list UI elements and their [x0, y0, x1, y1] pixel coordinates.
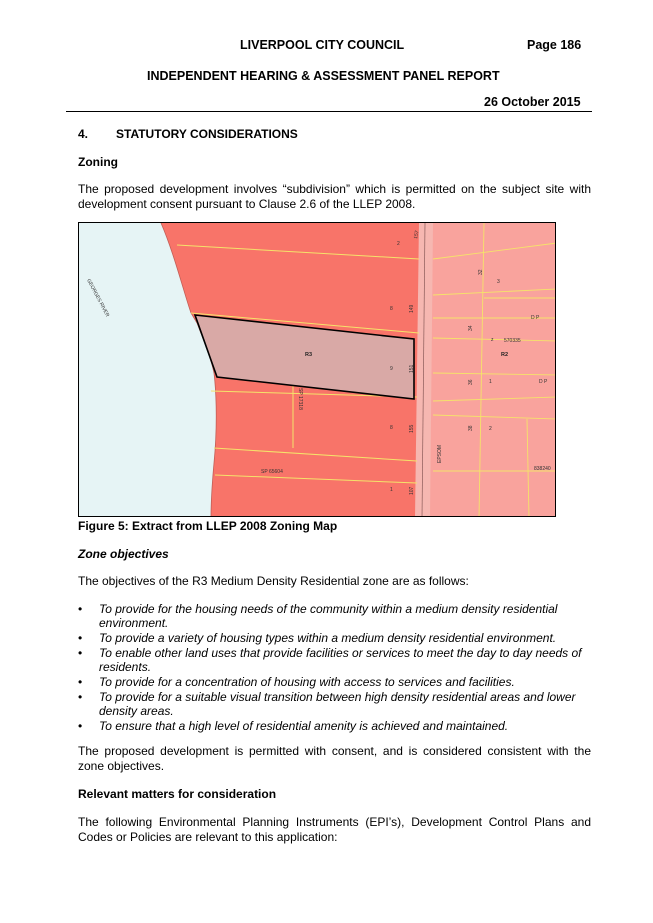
bullet-icon: • [78, 719, 83, 733]
objectives-conclusion: The proposed development is permitted with consent, and is considered consistent with the zone objectives. [78, 744, 591, 773]
bullet-icon: • [78, 602, 83, 616]
zoning-heading: Zoning [78, 155, 118, 169]
label-570335: 570335 [504, 338, 521, 344]
label-sp1: SP 17318 [297, 388, 303, 410]
label-32: 32 [478, 269, 484, 275]
objectives-list [78, 602, 593, 734]
label-151: 151 [409, 364, 415, 373]
label-r3: R3 [305, 352, 313, 358]
label-lot-8a: 8 [390, 306, 393, 312]
label-lot-2: 2 [397, 241, 400, 247]
label-z: z [491, 337, 494, 343]
label-149: 149 [409, 304, 415, 313]
label-38: 38 [468, 425, 474, 431]
relevant-heading: Relevant matters for consideration [78, 787, 277, 801]
label-1: 1 [489, 379, 492, 385]
bullet-icon: • [78, 690, 83, 704]
label-lot-9: 9 [390, 366, 393, 372]
list-item [78, 675, 593, 689]
objectives-heading: Zone objectives [78, 547, 169, 561]
list-item [78, 719, 593, 733]
list-item [78, 646, 593, 674]
objective-text: To provide for a concentration of housing with access to services and facilities. [99, 675, 515, 689]
bullet-icon: • [78, 675, 83, 689]
report-date: 26 October 2015 [484, 95, 581, 109]
label-36: 36 [468, 379, 474, 385]
objective-text: To provide a variety of housing types within a medium density residential environment. [99, 631, 557, 645]
list-item [78, 602, 593, 630]
label-epsom: EPSOM [437, 444, 443, 463]
figure-caption: Figure 5: Extract from LLEP 2008 Zoning Map [78, 519, 338, 533]
label-lot-1: 1 [390, 487, 393, 493]
label-sp2: SP 65604 [261, 469, 283, 475]
label-dp2: D P [539, 379, 548, 385]
zoning-paragraph: The proposed development involves “subdivision” which is permitted on the subject site with development consent pursuant to Clause 2.6 of the LLEP 2008. [78, 182, 591, 211]
zoning-map [78, 222, 556, 517]
label-838240: 838240 [534, 466, 551, 472]
label-2: 2 [489, 426, 492, 432]
bullet-icon: • [78, 646, 83, 660]
label-r2: R2 [501, 352, 509, 358]
objective-text: To provide for a suitable visual transition between high density residential areas and lower density areas. [99, 690, 576, 718]
report-title: INDEPENDENT HEARING & ASSESSMENT PANEL REPORT [147, 69, 500, 83]
objective-text: To ensure that a high level of residential amenity is achieved and maintained. [99, 719, 509, 733]
label-157: 157 [413, 230, 421, 240]
label-lot-8b: 8 [390, 425, 393, 431]
section-title: STATUTORY CONSIDERATIONS [116, 127, 298, 141]
label-34: 34 [468, 325, 474, 331]
label-dp1: D P [531, 315, 540, 321]
section-number: 4. [78, 127, 89, 141]
council-name: LIVERPOOL CITY COUNCIL [240, 38, 405, 52]
label-155: 155 [409, 424, 415, 433]
list-item [78, 631, 593, 645]
objectives-intro: The objectives of the R3 Medium Density Residential zone are as follows: [78, 574, 469, 588]
objective-text: To enable other land uses that provide facilities or services to meet the day to day needs of residents. [99, 646, 582, 674]
label-river: GEORGES RIVER [85, 278, 111, 318]
page-number: Page 186 [527, 38, 582, 52]
objective-text: To provide for the housing needs of the community within a medium density residential environment. [99, 602, 558, 630]
relevant-paragraph: The following Environmental Planning Instruments (EPI’s), Development Control Plans and Codes or Policies are relevant to this application: [78, 815, 591, 844]
list-item [78, 690, 593, 718]
label-107: 107 [409, 486, 415, 495]
bullet-icon: • [78, 631, 83, 645]
header-rule [66, 111, 592, 112]
label-3: 3 [497, 279, 500, 285]
